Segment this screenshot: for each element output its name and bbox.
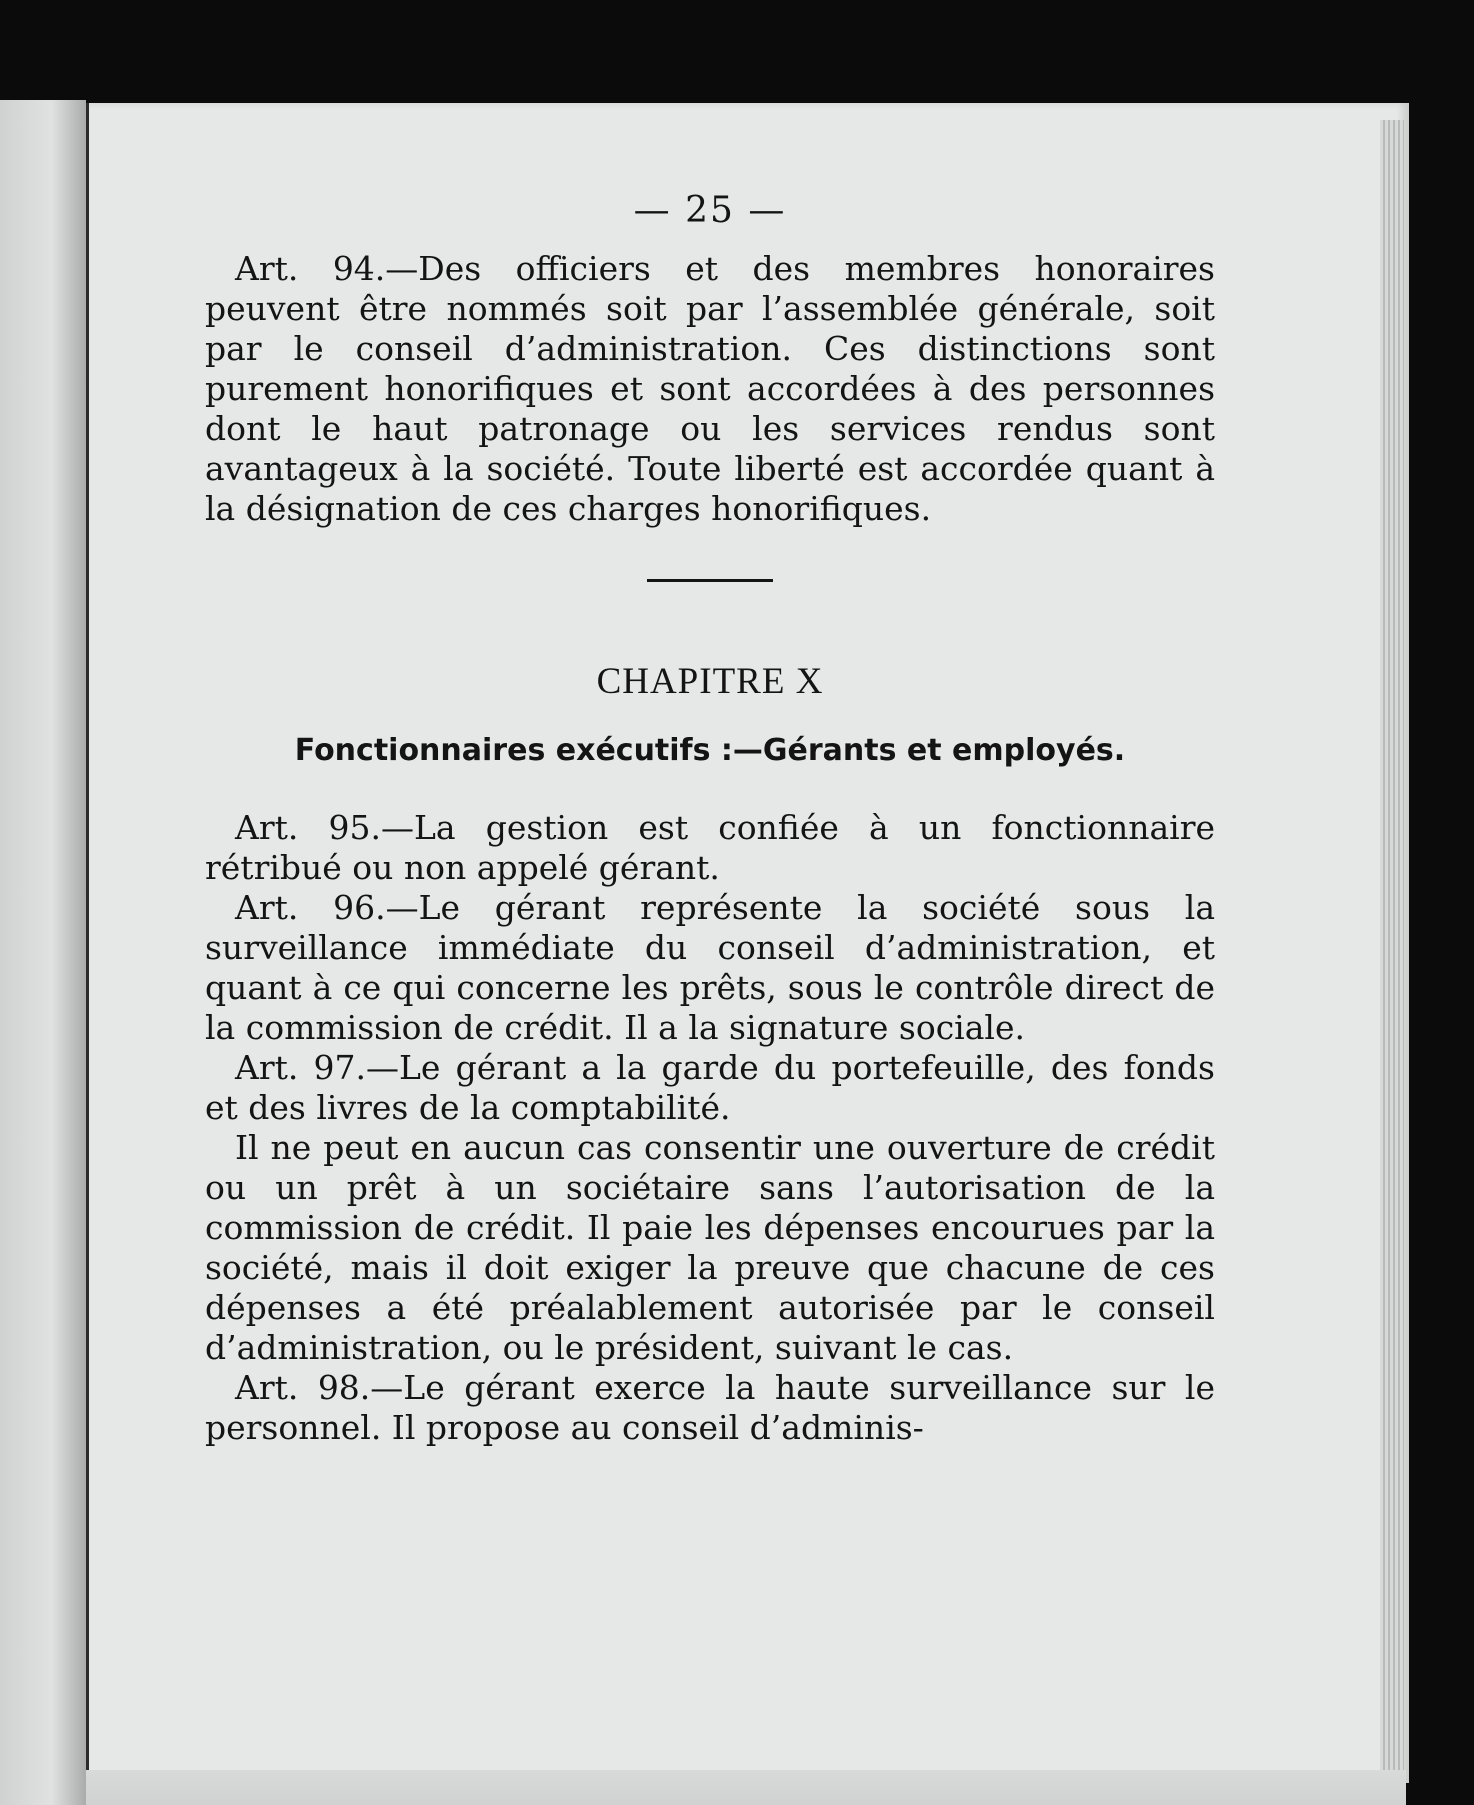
section-divider [647, 579, 773, 582]
article-97: Art. 97.—Le gérant a la garde du portefeuille, des fonds et des livres de la comptabilité. [205, 1048, 1215, 1127]
article-95: Art. 95.—La gestion est confiée à un fonctionnaire rétribué ou non appelé gérant. [205, 808, 1215, 887]
article-94: Art. 94.—Des officiers et des membres honoraires peuvent être nommés soit par l’assemblée générale, soit par le conseil d’administration. Ces distinctions sont purement honorifiques et sont accordées à des personnes dont le haut patronage ou les services rendus sont avantageux à la société. Toute liberté est accordée quant à la désignation de ces charges honorifiques. [205, 249, 1215, 528]
page-bottom-edge [86, 1770, 1406, 1805]
article-96: Art. 96.—Le gérant représente la société sous la surveillance immédiate du conseil d’administration, et quant à ce qui concerne les prêts, sous le contrôle direct de la commission de crédit. Il a la signature sociale. [205, 888, 1215, 1047]
binding-edge [0, 100, 86, 1805]
page-text [205, 190, 1215, 1448]
chapter-heading: CHAPITRE X [596, 661, 824, 702]
page-number: — 25 — [633, 190, 787, 231]
article-97-continued: Il ne peut en aucun cas consentir une ouverture de crédit ou un prêt à un sociétaire sans l’autorisation de la commission de crédit. Il paie les dépenses encourues par la société, mais il doit exiger la preuve que chacune de ces dépenses a été préalablement autorisée par le conseil d’administration, ou le président, suivant le cas. [205, 1128, 1215, 1367]
page-stack-edge [1380, 120, 1404, 1780]
article-98: Art. 98.—Le gérant exerce la haute surveillance sur le personnel. Il propose au conseil d’adminis- [205, 1368, 1215, 1447]
chapter-subtitle: Fonctionnaires exécutifs :—Gérants et employés. [294, 733, 1126, 768]
